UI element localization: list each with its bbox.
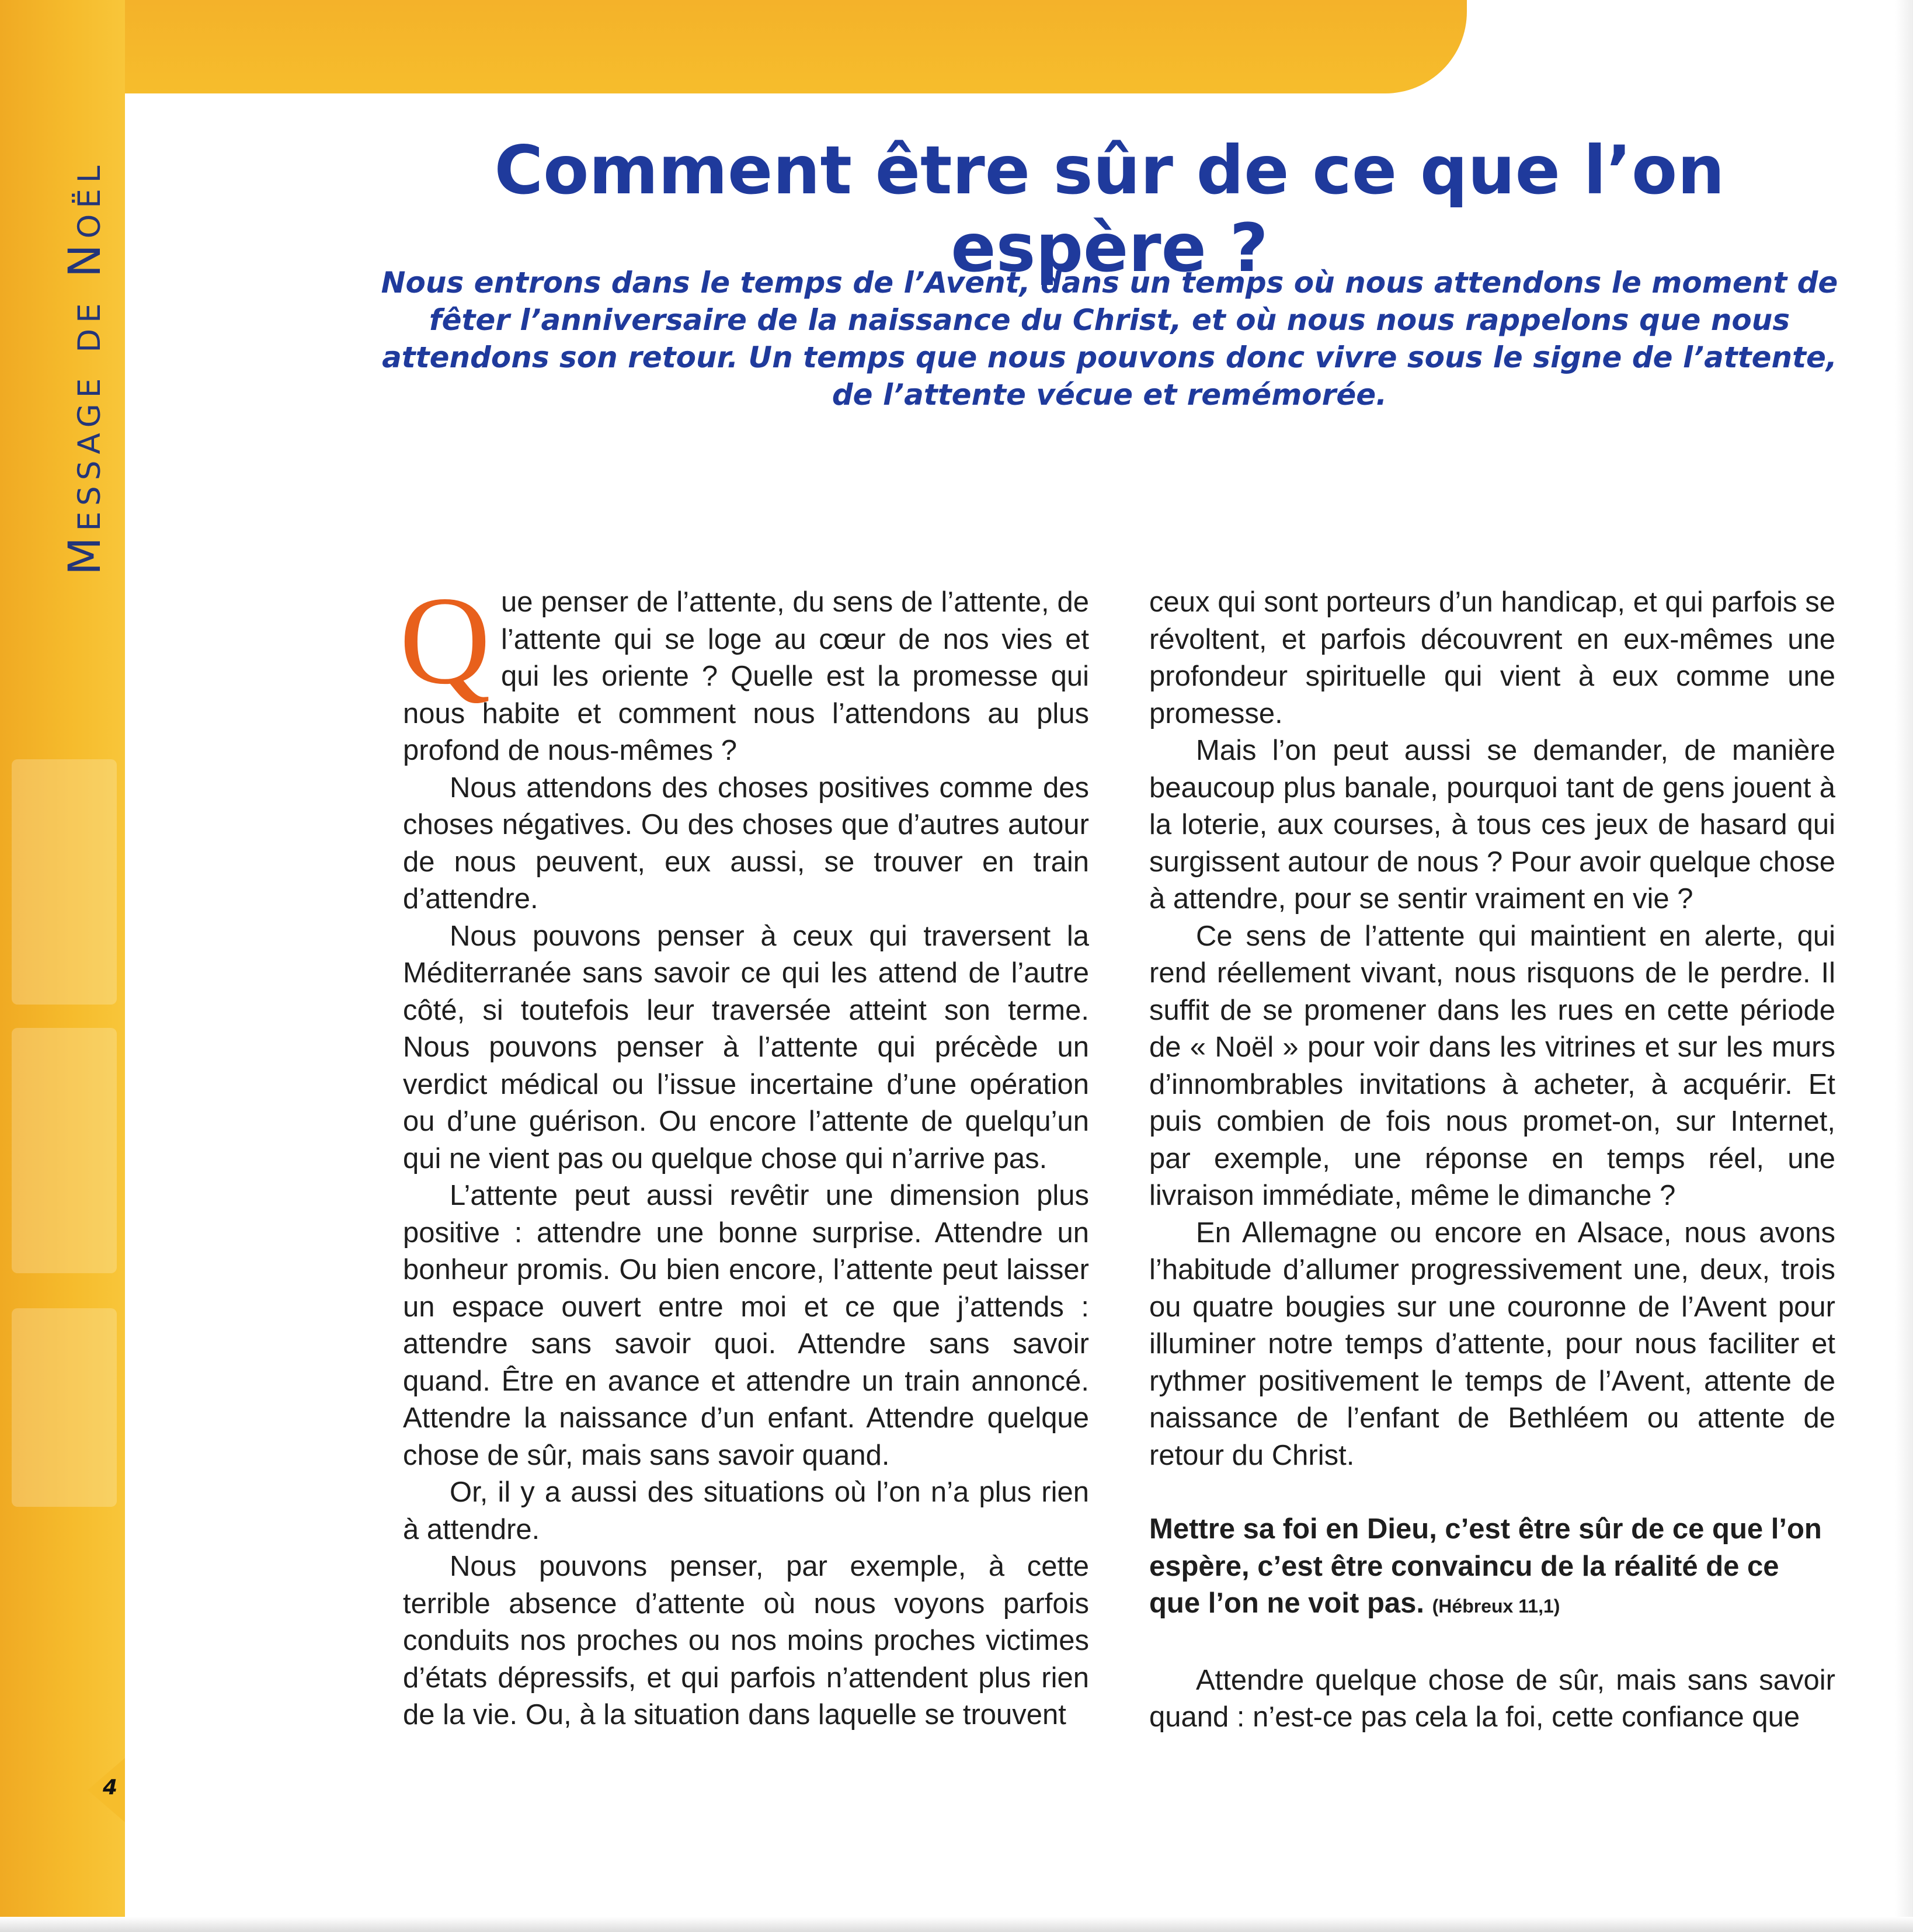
left-column xyxy=(399,571,1089,1734)
paragraph: Nous pouvons penser, par exemple, à cette terrible absence d’attente où nous voyons parfois conduits nos proches ou nos moins proches victimes d’états dépressifs, et qui parfois n’attendent plus rien de la vie. Ou, à la situation dans laquelle se trouvent xyxy=(403,1551,1089,1731)
section-label: Message de Noël xyxy=(58,159,110,575)
top-frame-band xyxy=(0,0,1467,93)
faded-sidebar-image xyxy=(12,1308,117,1507)
paragraph: Mais l’on peut aussi se demander, de manière beaucoup plus banale, pourquoi tant de gens jouent à la loterie, aux courses, à tous ces jeux de hasard qui surgissent autour de nous ? Pour avoir quelque chose à attendre, pour se sentir vraiment en vie ? xyxy=(1149,735,1835,915)
paragraph: Attendre quelque chose de sûr, mais sans savoir quand : n’est-ce pas cela la foi, cette confiance que xyxy=(1149,1664,1835,1733)
right-column xyxy=(1149,584,1835,1736)
bottom-edge-shadow xyxy=(0,1917,1913,1932)
paragraph: Nous attendons des choses positives comme des choses négatives. Ou des choses que d’autres autour de nous peuvent, eux aussi, se trouver en train d’attendre. xyxy=(403,772,1089,915)
paragraph: L’attente peut aussi revêtir une dimension plus positive : attendre une bonne surprise. Attendre un bonheur promis. Ou bien encore, l’attente peut laisser un espace ouvert entre moi et ce que j’attends : attendre sans savoir quoi. Attendre sans savoir quand. Être en avance et attendre un train annoncé. Attendre la naissance d’un enfant. Attendre quelque chose de sûr, mais sans savoir quand. xyxy=(403,1180,1089,1471)
faded-sidebar-image xyxy=(12,1028,117,1273)
bible-quote: Mettre sa foi en Dieu, c’est être sûr de ce que l’on espère, c’est être convaincu de la réalité de ce que l’on ne voit pas. (Hébreux 11,1) xyxy=(1149,1513,1822,1619)
quote-reference: (Hébreux 11,1) xyxy=(1432,1596,1560,1617)
article-intro: Nous entrons dans le temps de l’Avent, dans un temps où nous attendons le moment de fêter l’anniversaire de la naissance du Christ, et où nous nous rappelons que nous attendons son retour. Un temps que nous pouvons donc vivre sous le signe de l’attente, de l’attente vécue et remémorée. xyxy=(381,266,1838,412)
paragraph: ceux qui sont porteurs d’un handicap, et qui parfois se révoltent, et parfois découvrent en eux-mêmes une profondeur spirituelle qui vient à eux comme une promesse. xyxy=(1149,586,1835,729)
paragraph: Ce sens de l’attente qui maintient en alerte, qui rend réellement vivant, nous risquons de le perdre. Il suffit de se promener dans les rues en cette période de « Noël » pour voir dans les vitrines et sur les murs d’innombrables invitations à acheter, à acquérir. Et puis combien de fois nous promet-on, sur Internet, par exemple, une réponse en temps réel, une livraison immédiate, même le dimanche ? xyxy=(1149,920,1835,1211)
paragraph: Nous pouvons penser à ceux qui traversent la Méditerranée sans savoir ce qui les attend de l’autre côté, si toutefois leur traversée atteint son terme. Nous pouvons penser à l’attente qui précède un verdict médical ou l’issue incertaine d’une opération ou d’une guérison. Ou encore l’attente de quelqu’un qui ne vient pas ou quelque chose qui n’arrive pas. xyxy=(403,920,1089,1175)
drop-cap: Q xyxy=(399,571,491,710)
article-title: Comment être sûr de ce que l’on espère ? xyxy=(494,131,1725,287)
page-edge-shadow xyxy=(1895,0,1913,1932)
page-number: 4 xyxy=(103,1775,118,1799)
faded-sidebar-image xyxy=(12,759,117,1005)
paragraph: Que penser de l’attente, du sens de l’attente, de l’attente qui se loge au cœur de nos vies et qui les oriente ? Quelle est la promesse qui nous habite et comment nous l’attendons au plus profond de nous-mêmes ? xyxy=(399,571,1089,766)
paragraph: Or, il y a aussi des situations où l’on n’a plus rien à attendre. xyxy=(403,1476,1089,1545)
paragraph: En Allemagne ou encore en Alsace, nous avons l’habitude d’allumer progressivement une, deux, trois ou quatre bougies sur une couronne de l’Avent pour illuminer notre temps d’attente, pour nous faciliter et rythmer positivement le temps de l’Avent, attente de naissance de l’enfant de Bethléem ou attente de retour du Christ. xyxy=(1149,1217,1835,1471)
